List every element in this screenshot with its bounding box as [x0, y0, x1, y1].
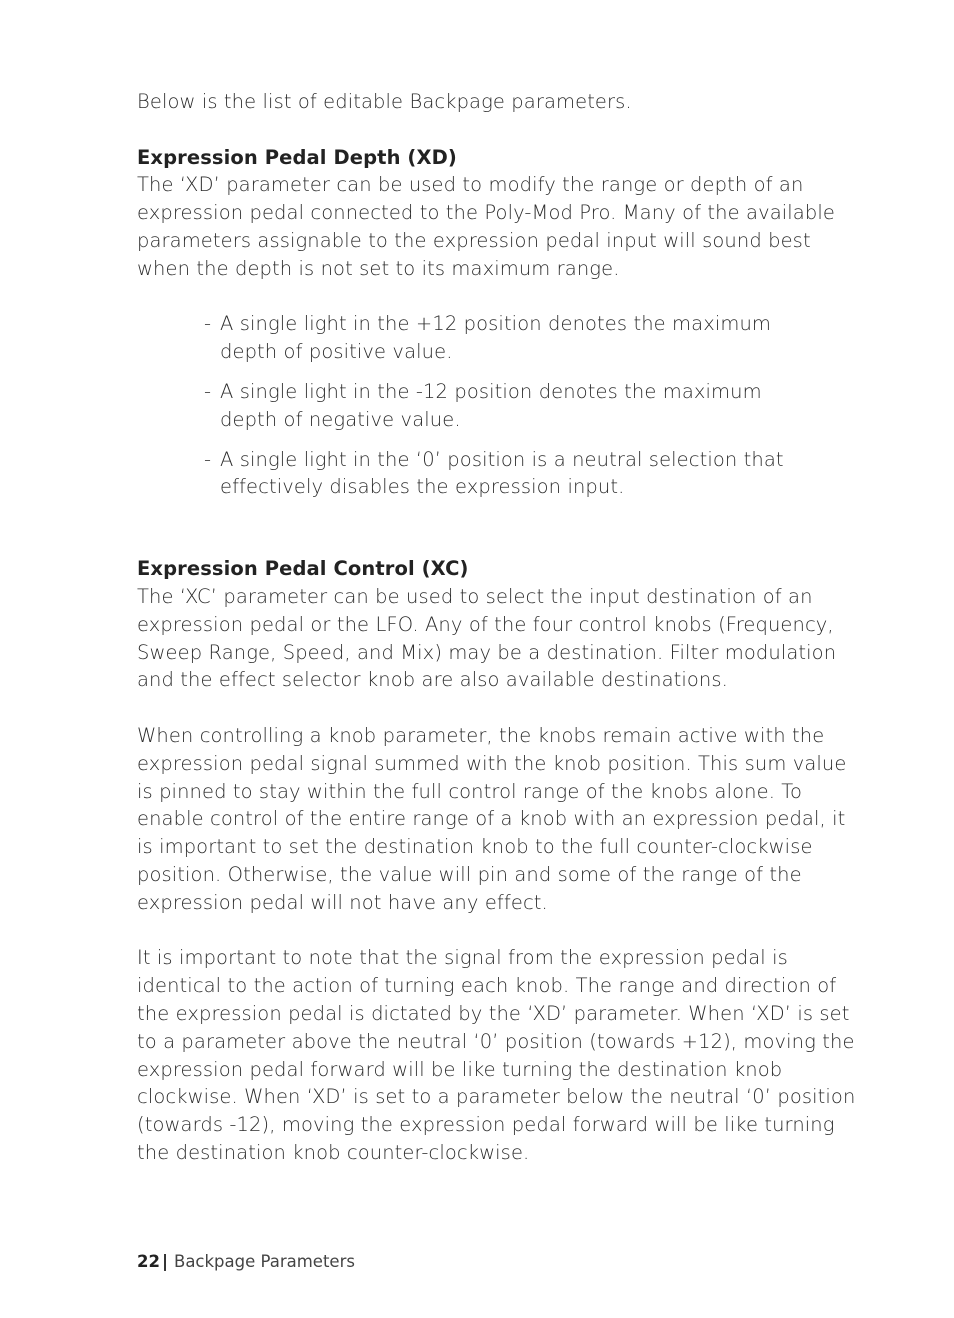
page-number: 22 — [137, 1252, 160, 1271]
page-footer — [137, 1251, 355, 1273]
xd-description: The ‘XD’ parameter can be used to modify the range or depth of an expression pedal connected to the Poly-Mod Pro. Many of the available parameters assignable to the expression pedal input will sound best when the depth is not set to its maximum range. — [137, 173, 835, 280]
heading-expression-pedal-depth: Expression Pedal Depth (XD) — [137, 145, 457, 169]
direction-paragraph: It is important to note that the signal from the expression pedal is identical to the action of turning each knob. The range and direction of the expression pedal is dictated by the ‘XD’ parameter. When ‘XD’ is set to a parameter above the neutral ‘0’ position (towards +12), moving the expression pedal forward will be like turning the destination knob clockwise. When ‘XD’ is set to a parameter below the neutral ‘0’ position (towards -12), moving the expression pedal forward will be like turning the destination knob counter-clockwise. — [137, 946, 856, 1164]
spacer — [137, 513, 857, 555]
heading-expression-pedal-control: Expression Pedal Control (XC) — [137, 557, 469, 581]
list-item: - A single light in the +12 position denotes the maximum depth of positive value. — [204, 310, 824, 366]
footer-section-title: Backpage Parameters — [174, 1252, 355, 1271]
document-page — [137, 88, 857, 1167]
xc-description: The ‘XC’ parameter can be used to select the input destination of an expression pedal or the LFO. Any of the four control knobs (Frequency, Sweep Range, Speed, and Mix) may be a destination. Filter modulation and the effect selector knob are also available destinations. — [137, 584, 837, 692]
intro-text: Below is the list of editable Backpage parameters. — [137, 90, 632, 113]
xd-bullet-list — [137, 310, 824, 501]
list-item: - A single light in the -12 position denotes the maximum depth of negative value. — [204, 378, 824, 434]
list-item: - A single light in the ‘0’ position is a neutral selection that effectively disables the expression input. — [204, 446, 824, 502]
knob-control-paragraph: When controlling a knob parameter, the knobs remain active with the expression pedal signal summed with the knob position. This sum value is pinned to stay within the full control range of the knobs alone. To enable control of the entire range of a knob with an expression pedal, it is important to set the destination knob to the full counter-clockwise position. Otherwise, the value will pin and some of the range of the expression pedal will not have any effect. — [137, 723, 847, 914]
footer-separator: | — [161, 1252, 168, 1271]
